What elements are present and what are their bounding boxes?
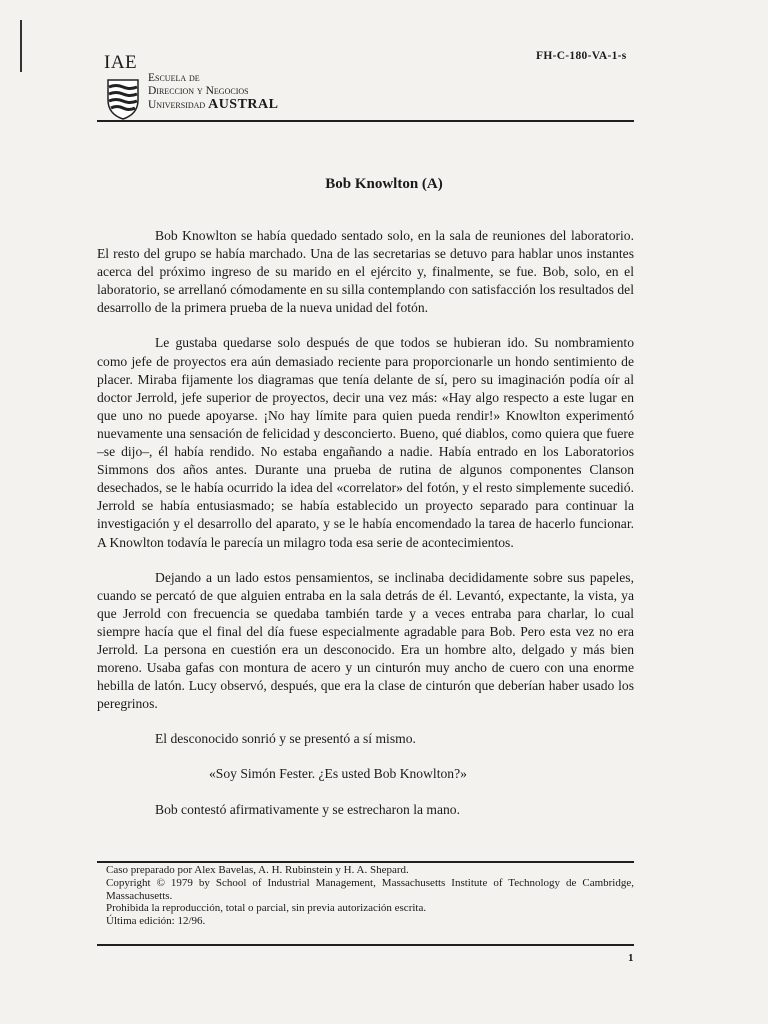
paragraph-1: Bob Knowlton se había quedado sentado solo, en la sala de reuniones del laboratorio. El resto del grupo se había marchado. Una de las secretarias se detuvo para hablar unos instantes acerca del próximo ingreso de su marido en el ejército y, finalmente, se fue. Bob, solo, en el laboratorio, se arrellanó cómodamente en su silla contemplando con satisfacción los resultados del desarrollo de la primera prueba de la nueva unidad del fotón. <box>97 228 634 316</box>
crest-logo-icon <box>106 78 140 120</box>
credit-copyright: Copyright © 1979 by School of Industrial Management, Massachusetts Institute of Technology de Cambridge, Massachusetts. <box>106 876 634 902</box>
credit-edition: Última edición: 12/96. <box>106 915 206 928</box>
footer-rule-bottom <box>97 944 634 946</box>
footer-rule-top <box>97 861 634 863</box>
paragraph-6: Bob contestó afirmativamente y se estrecharon la mano. <box>155 801 460 817</box>
case-credits <box>106 864 634 928</box>
credit-rights: Prohibida la reproducción, total o parcial, sin previa autorización escrita. <box>106 902 427 915</box>
document-title: Bob Knowlton (A) <box>325 176 443 192</box>
header-rule <box>97 120 634 122</box>
university-line <box>148 98 278 112</box>
school-line-1: Escuela de <box>148 72 200 84</box>
school-line-2: Direccion y Negocios <box>148 85 249 97</box>
paragraph-quote: «Soy Simón Fester. ¿Es usted Bob Knowlton?» <box>209 766 467 782</box>
credit-authors: Caso preparado por Alex Bavelas, A. H. Rubinstein y H. A. Shepard. <box>106 864 409 876</box>
university-name: AUSTRAL <box>208 97 279 112</box>
paragraph-4: El desconocido sonrió y se presentó a sí mismo. <box>155 731 416 747</box>
paragraph-2: Le gustaba quedarse solo después de que todos se hubieran ido. Su nombramiento como jefe de proyectos era aún demasiado reciente para proporcionarle un hondo sentimiento de placer. Miraba fijamente los diagramas que tenía delante de sí, pero su imaginación podía oír al doctor Jerrold, jefe superior de proyectos, decir una vez más: «Hay algo respecto a este lugar en que uno no puede apoyarse. ¡No hay límite para quien pueda rendir!» Knowlton experimentó nuevamente una sensación de felicidad y desconcierto. Bueno, qué diablos, como quiera que fuere –se dijo–, él había rendido. No estaba engañando a nadie. Había entrado en los Laboratorios Simmons dos años antes. Durante una prueba de rutina de algunos componentes Clanson desechados, se le había ocurrido la idea del «correlator» del fotón, y el resto simplemente sucedió. Jerrold se había entusiasmado; se había establecido un proyecto separado para continuar la investigación y el desarrollo del aparato, y se le había encomendado la tarea de hacerlo funcionar. A Knowlton todavía le parecía un milagro toda esa serie de acontecimientos. <box>97 335 634 550</box>
document-code: FH-C-180-VA-1-s <box>536 50 627 62</box>
university-prefix: Universidad <box>148 99 206 111</box>
school-name <box>148 72 278 112</box>
case-body <box>97 227 634 836</box>
paragraph-3: Dejando a un lado estos pensamientos, se inclinaba decididamente sobre sus papeles, cuando se percató de que alguien entraba en la sala detrás de él. Levantó, expectante, la vista, ya que Jerrold con frecuencia se quedaba también tarde y a veces entraba para charlar, lo cual siempre hacía que el final del día fuese especialmente agradable para Bob. Pero esta vez no era Jerrold. La persona en cuestión era un desconocido. Era un hombre alto, delgado y más bien moreno. Usaba gafas con montura de acero y un cinturón muy ancho de cuero con una enorme hebilla de latón. Lucy observó, después, que era la clase de cinturón que deberían haber usado los peregrinos. <box>97 569 634 712</box>
letterhead <box>104 52 634 122</box>
margin-mark <box>20 20 22 72</box>
institution-abbr: IAE <box>104 52 138 73</box>
page-number: 1 <box>628 952 634 964</box>
